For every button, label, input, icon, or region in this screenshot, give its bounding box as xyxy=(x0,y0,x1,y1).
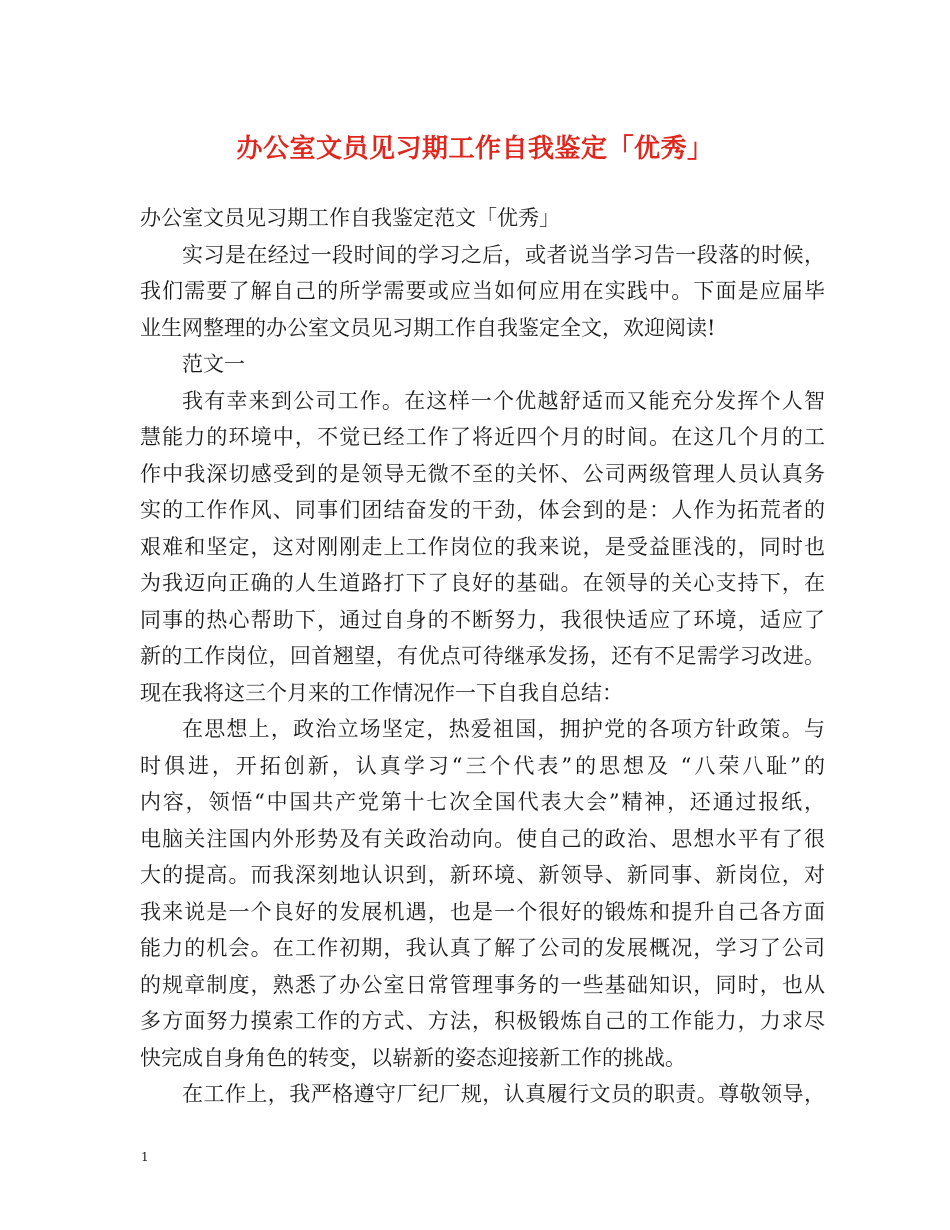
text-line: 实的工作作风、同事们团结奋发的干劲，体会到的是：人作为拓荒者的 xyxy=(140,498,825,522)
text-line: 时俱进，开拓创新，认真学习“三个代表”的思想及 “八荣八耻”的 xyxy=(140,753,825,778)
text-line: 内容，领悟“中国共产党第十七次全国代表大会”精神，还通过报纸， xyxy=(140,790,825,814)
section-heading: 范文一 xyxy=(182,352,245,376)
text-line: 作中我深切感受到的是领导无微不至的关怀、公司两级管理人员认真务 xyxy=(140,461,825,486)
text-line: 电脑关注国内外形势及有关政治动向。使自己的政治、思想水平有了很 xyxy=(140,826,825,851)
text-line: 慧能力的环境中，不觉已经工作了将近四个月的时间。在这几个月的工 xyxy=(140,425,825,449)
text-line: 为我迈向正确的人生道路打下了良好的基础。在领导的关心支持下，在 xyxy=(140,571,825,595)
text-line: 在工作上，我严格遵守厂纪厂规，认真履行文员的职责。尊敬领导， xyxy=(182,1082,825,1106)
page-number: 1 xyxy=(141,1150,149,1164)
subtitle-line: 办公室文员见习期工作自我鉴定范文「优秀」 xyxy=(140,206,560,230)
text-line: 快完成自身角色的转变，以崭新的姿态迎接新工作的挑战。 xyxy=(140,1045,686,1070)
text-line: 在思想上，政治立场坚定，热爱祖国，拥护党的各项方针政策。与 xyxy=(182,717,825,741)
text-line: 我们需要了解自己的所学需要或应当如何应用在实践中。下面是应届毕 xyxy=(140,279,825,303)
text-line: 业生网整理的办公室文员见习期工作自我鉴定全文，欢迎阅读! xyxy=(140,315,716,340)
document-title: 办公室文员见习期工作自我鉴定「优秀」 xyxy=(236,134,714,164)
text-line: 现在我将这三个月来的工作情况作一下自我自总结： xyxy=(140,680,623,705)
text-line: 我有幸来到公司工作。在这样一个优越舒适而又能充分发挥个人智 xyxy=(182,388,825,413)
text-line: 新的工作岗位，回首翘望，有优点可待继承发扬，还有不足需学习改进。 xyxy=(140,644,825,668)
document-body xyxy=(140,200,825,1113)
text-line: 实习是在经过一段时间的学习之后，或者说当学习告一段落的时候， xyxy=(182,242,825,267)
text-line: 我来说是一个良好的发展机遇，也是一个很好的锻炼和提升自己各方面 xyxy=(140,899,825,924)
text-line: 同事的热心帮助下，通过自身的不断努力，我很快适应了环境，适应了 xyxy=(140,607,825,632)
text-line: 大的提高。而我深刻地认识到，新环境、新领导、新同事、新岗位，对 xyxy=(140,863,825,887)
text-line: 多方面努力摸索工作的方式、方法，积极锻炼自己的工作能力，力求尽 xyxy=(140,1009,825,1033)
text-line: 艰难和坚定，这对刚刚走上工作岗位的我来说，是受益匪浅的，同时也 xyxy=(140,534,825,559)
text-line: 的规章制度，熟悉了办公室日常管理事务的一些基础知识，同时，也从 xyxy=(140,972,825,997)
text-line: 能力的机会。在工作初期，我认真了解了公司的发展概况，学习了公司 xyxy=(140,936,825,960)
